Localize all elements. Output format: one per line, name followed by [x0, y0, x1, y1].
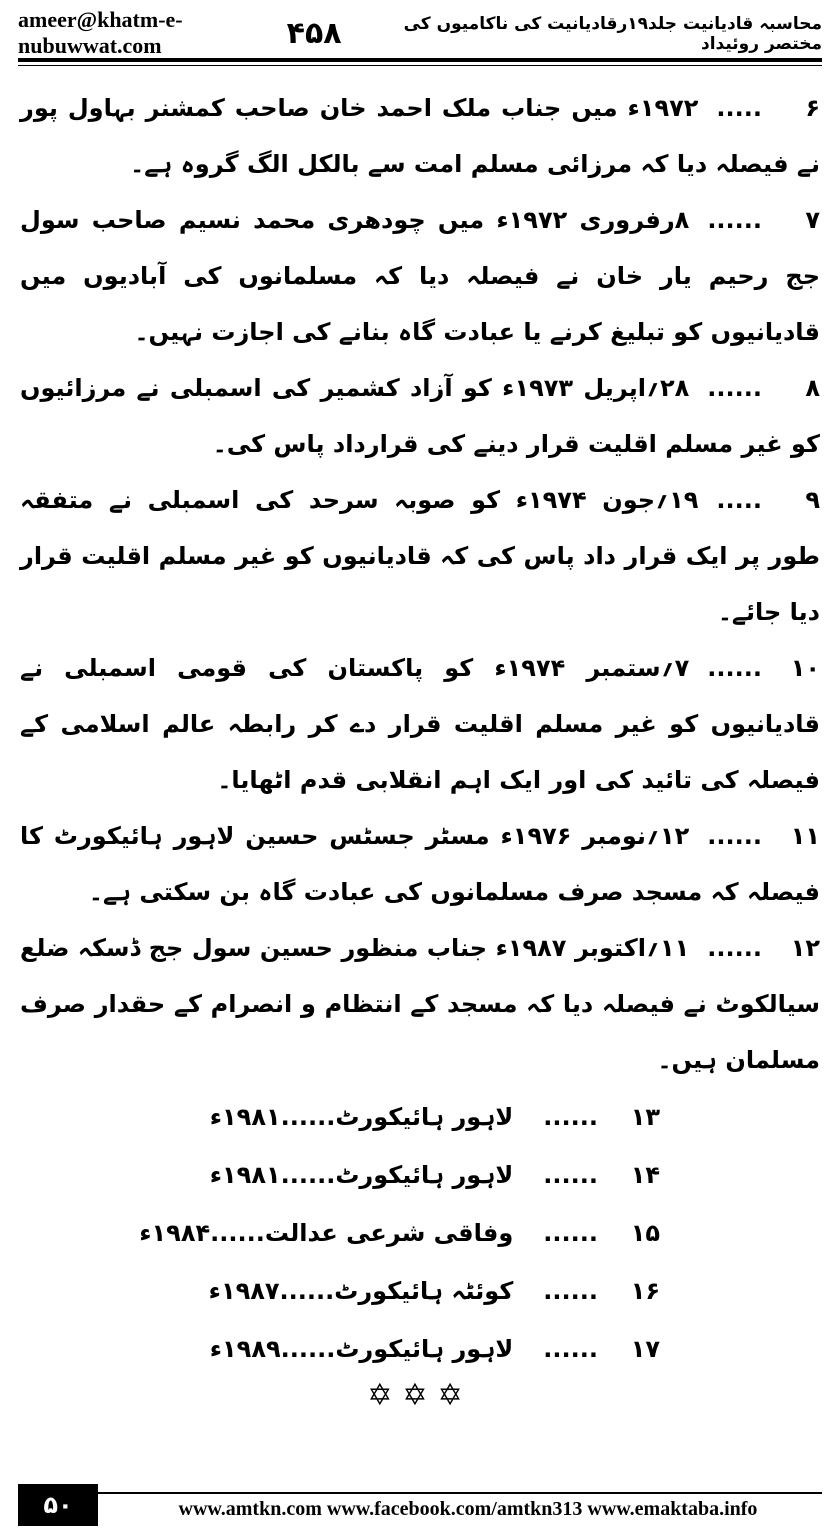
- court-list-item: [20, 1088, 820, 1146]
- footer-rule: [18, 1492, 822, 1494]
- list-item: [20, 472, 820, 640]
- item-text: ۱۹؍جون ۱۹۷۴ء کو صوبہ سرحد کی اسمبلی نے متفقہ طور پر ایک قرار داد پاس کی کہ قادیانیوں کو غیر مسلم اقلیت قرار دیا جائے۔: [20, 486, 820, 626]
- item-dots: .....: [716, 94, 762, 122]
- page-footer: [18, 1484, 822, 1526]
- star-separator: ✡✡✡: [367, 1378, 473, 1413]
- item-dots: ......: [707, 374, 762, 402]
- page-header: [18, 7, 822, 58]
- item-number: ۱۴: [630, 1161, 660, 1189]
- list-item: [20, 192, 820, 360]
- item-dots: ......: [543, 1335, 598, 1363]
- list-item: [20, 80, 820, 192]
- item-number: ۷: [805, 206, 821, 234]
- header-title-group: [287, 13, 822, 54]
- footer-links: www.amtkn.com www.facebook.com/amtkn313 www.emaktaba.info: [178, 1498, 758, 1520]
- item-number: ۸: [805, 374, 820, 402]
- court-list-item: [20, 1146, 820, 1204]
- page-body: [20, 80, 820, 1378]
- item-text: لاہور ہائیکورٹ......۱۹۸۹ء: [209, 1335, 514, 1363]
- item-number: ۹: [805, 486, 820, 514]
- item-dots: ......: [543, 1277, 598, 1305]
- item-number: ۱۰: [790, 654, 820, 682]
- item-dots: ......: [543, 1161, 598, 1189]
- item-number: ۶: [805, 94, 820, 122]
- header-rule-thick: [18, 58, 822, 62]
- item-dots: ......: [707, 822, 762, 850]
- item-dots: ......: [707, 206, 763, 234]
- list-item: [20, 920, 820, 1088]
- item-text: کوئٹہ ہائیکورٹ......۱۹۸۷ء: [208, 1277, 514, 1305]
- footer-page-number: ۵۰: [18, 1484, 98, 1526]
- header-rule-thin: [18, 65, 822, 66]
- item-dots: ......: [707, 654, 762, 682]
- item-text: لاہور ہائیکورٹ......۱۹۸۱ء: [209, 1103, 514, 1131]
- item-number: ۱۵: [630, 1219, 660, 1247]
- item-dots: ......: [707, 934, 762, 962]
- item-dots: ......: [543, 1103, 598, 1131]
- item-number: ۱۱: [790, 822, 820, 850]
- court-list-item: [20, 1262, 820, 1320]
- item-text: وفاقی شرعی عدالت......۱۹۸۴ء: [139, 1219, 514, 1247]
- item-text: لاہور ہائیکورٹ......۱۹۸۱ء: [209, 1161, 514, 1189]
- list-item: [20, 360, 820, 472]
- item-number: ۱۶: [630, 1277, 660, 1305]
- item-text: ۱۹۷۲ء میں جناب ملک احمد خان صاحب کمشنر بہاول پور نے فیصلہ دیا کہ مرزائی مسلم امت سے بالکل الگ گروہ ہے۔: [20, 94, 820, 178]
- court-list-item: [20, 1320, 820, 1378]
- item-number: ۱۷: [630, 1335, 660, 1363]
- item-number: ۱۳: [630, 1103, 660, 1131]
- item-text: ۱۲؍نومبر ۱۹۷۶ء مسٹر جسٹس حسین لاہور ہائیکورٹ کا فیصلہ کہ مسجد صرف مسلمانوں کی عبادت گاہ بن سکتی ہے۔: [20, 822, 820, 906]
- item-text: ۷؍ستمبر ۱۹۷۴ء کو پاکستان کی قومی اسمبلی نے قادیانیوں کو غیر مسلم اقلیت قرار دے کر رابطہ عالم اسلامی کے فیصلہ کی تائید کی اور ایک اہم انقلابی قدم اٹھایا۔: [20, 654, 820, 794]
- item-number: ۱۲: [790, 934, 820, 962]
- header-email: ameer@khatm-e-nubuwwat.com: [18, 7, 183, 58]
- item-dots: ......: [543, 1219, 598, 1247]
- list-item: [20, 640, 820, 808]
- item-dots: .....: [716, 486, 762, 514]
- item-text: ۲۸؍اپریل ۱۹۷۳ء کو آزاد کشمیر کی اسمبلی نے مرزائیوں کو غیر مسلم اقلیت قرار دینے کی قرارداد پاس کی۔: [20, 374, 820, 458]
- court-list-item: [20, 1204, 820, 1262]
- item-text: ۱۱؍اکتوبر ۱۹۸۷ء جناب منظور حسین سول جج ڈسکہ ضلع سیالکوٹ نے فیصلہ دیا کہ مسجد کے انتظام و انصرام کے حقدار صرف مسلمان ہیں۔: [20, 934, 820, 1074]
- book-title: محاسبہ قادیانیت جلد۱۹رقادیانیت کی ناکامیوں کی مختصر روئیداد: [403, 13, 822, 54]
- list-item: [20, 808, 820, 920]
- item-text: ۸رفروری ۱۹۷۲ء میں چودھری محمد نسیم صاحب سول جج رحیم یار خان نے فیصلہ دیا کہ مسلمانوں کی آبادیوں میں قادیانیوں کو تبلیغ کرنے یا عبادت گاہ بنانے کی اجازت نہیں۔: [20, 206, 820, 346]
- header-page-number: ۴۵۸: [286, 15, 342, 51]
